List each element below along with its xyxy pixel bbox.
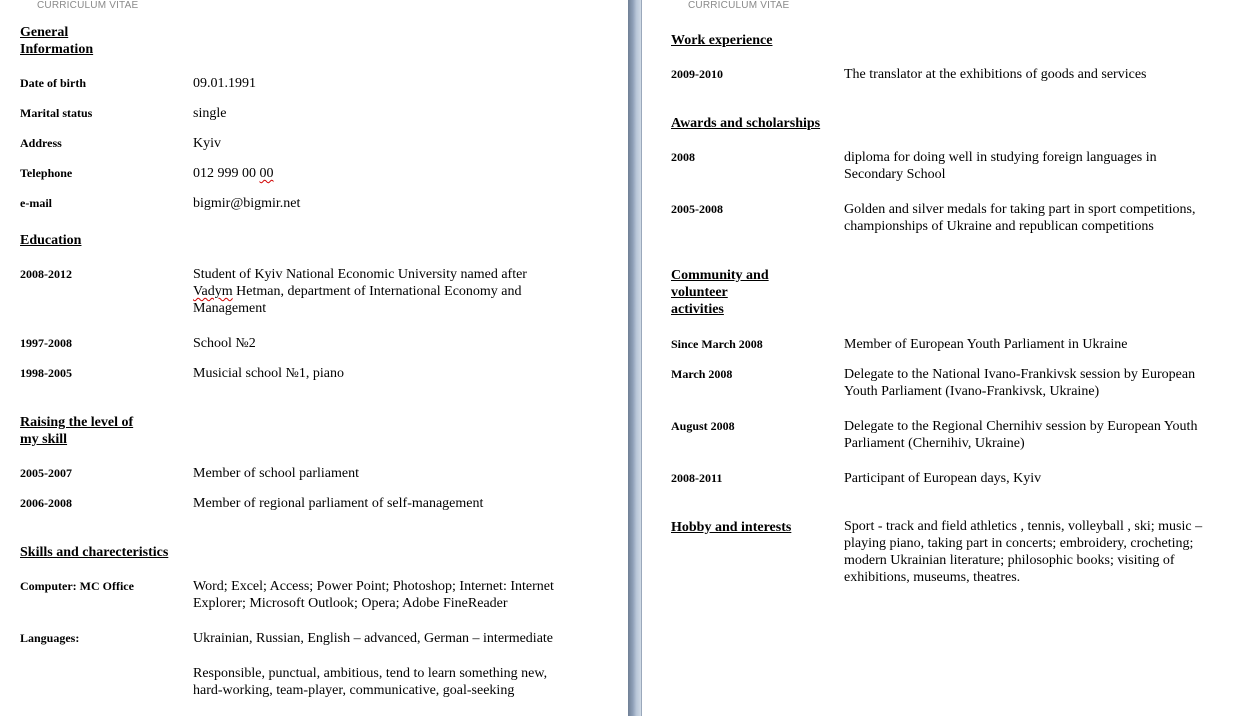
education-period-label: 1998-2005 — [20, 366, 72, 380]
community-value: Delegate to the National Ivano-Frankivsk session by European Youth Parliament (Ivano-Frankivsk, Ukraine) — [844, 367, 1196, 399]
languages-value: Ukrainian, Russian, English – advanced, German – intermediate — [193, 631, 554, 646]
community-value: Delegate to the Regional Chernihiv session by European Youth Parliament (Chernihiv, Ukraine) — [844, 419, 1198, 451]
work-experience-heading: Work experience — [671, 33, 773, 48]
education-heading: Education — [20, 233, 82, 248]
community-value: Participant of European days, Kyiv — [844, 471, 1042, 486]
spellcheck-marked-text: 00 — [259, 166, 274, 181]
document-page-right — [642, 0, 1250, 716]
community-period-label: 2008-2011 — [671, 471, 723, 485]
work-period-label: 2009-2010 — [671, 67, 723, 81]
hobby-heading: Hobby and interests — [671, 520, 792, 535]
email-value: bigmir@bigmir.net — [193, 196, 301, 211]
address-value: Kyiv — [193, 136, 221, 151]
skill-value: Member of regional parliament of self-management — [193, 496, 484, 511]
awards-heading: Awards and scholarships — [671, 116, 821, 131]
education-university-value: Student of Kyiv National Economic University named after Vadym Hetman, department of International Economy and Management — [193, 267, 527, 316]
email-label: e-mail — [20, 196, 52, 210]
spellcheck-marked-text: Vadym — [193, 284, 233, 299]
computer-label: Computer: MC Office — [20, 579, 134, 593]
marital-status-label: Marital status — [20, 106, 93, 120]
raising-skill-heading: Raising the level of my skill — [20, 415, 134, 447]
award-value: diploma for doing well in studying foreign languages in Secondary School — [844, 150, 1157, 182]
telephone-value: 012 999 00 00 — [193, 166, 274, 181]
page-header: CURRICULUM VITAE — [37, 0, 139, 11]
page-header: CURRICULUM VITAE — [688, 0, 790, 11]
award-period-label: 2008 — [671, 150, 695, 164]
computer-value: Word; Excel; Access; Power Point; Photoshop; Internet: Internet Explorer; Microsoft Outlook; Opera; Adobe FineReader — [193, 579, 554, 611]
award-value: Golden and silver medals for taking part in sport competitions, championships of Ukraine and republican competitions — [844, 202, 1196, 234]
languages-label: Languages: — [20, 631, 80, 645]
personal-qualities-value: Responsible, punctual, ambitious, tend to learn something new, hard-working, team-player, communicative, goal-seeking — [193, 666, 548, 698]
skills-characteristics-heading: Skills and charecteristics — [20, 545, 169, 560]
education-period-label: 1997-2008 — [20, 336, 72, 350]
community-heading: Community and volunteer activities — [671, 268, 769, 317]
page-gutter — [628, 0, 642, 716]
date-of-birth-value: 09.01.1991 — [193, 76, 256, 91]
skill-period-label: 2006-2008 — [20, 496, 72, 510]
address-label: Address — [20, 136, 62, 150]
telephone-label: Telephone — [20, 166, 73, 180]
education-music-school-value: Musicial school №1, piano — [193, 366, 345, 381]
community-period-label: Since March 2008 — [671, 337, 763, 351]
date-of-birth-label: Date of birth — [20, 76, 86, 90]
award-period-label: 2005-2008 — [671, 202, 723, 216]
education-period-label: 2008-2012 — [20, 267, 72, 281]
community-period-label: March 2008 — [671, 367, 733, 381]
skill-value: Member of school parliament — [193, 466, 360, 481]
community-value: Member of European Youth Parliament in Ukraine — [844, 337, 1128, 352]
hobby-value: Sport - track and field athletics , tennis, volleyball , ski; music – playing piano, taking part in concerts; embroidery, crocheting; modern Ukrainian literature; philosophic books; visiting of exhibitions, museums, theatres. — [844, 519, 1203, 585]
community-period-label: August 2008 — [671, 419, 735, 433]
work-value: The translator at the exhibitions of goods and services — [844, 67, 1147, 82]
marital-status-value: single — [193, 106, 227, 121]
skill-period-label: 2005-2007 — [20, 466, 72, 480]
education-school-value: School №2 — [193, 336, 256, 351]
general-information-heading: General Information — [20, 25, 94, 57]
